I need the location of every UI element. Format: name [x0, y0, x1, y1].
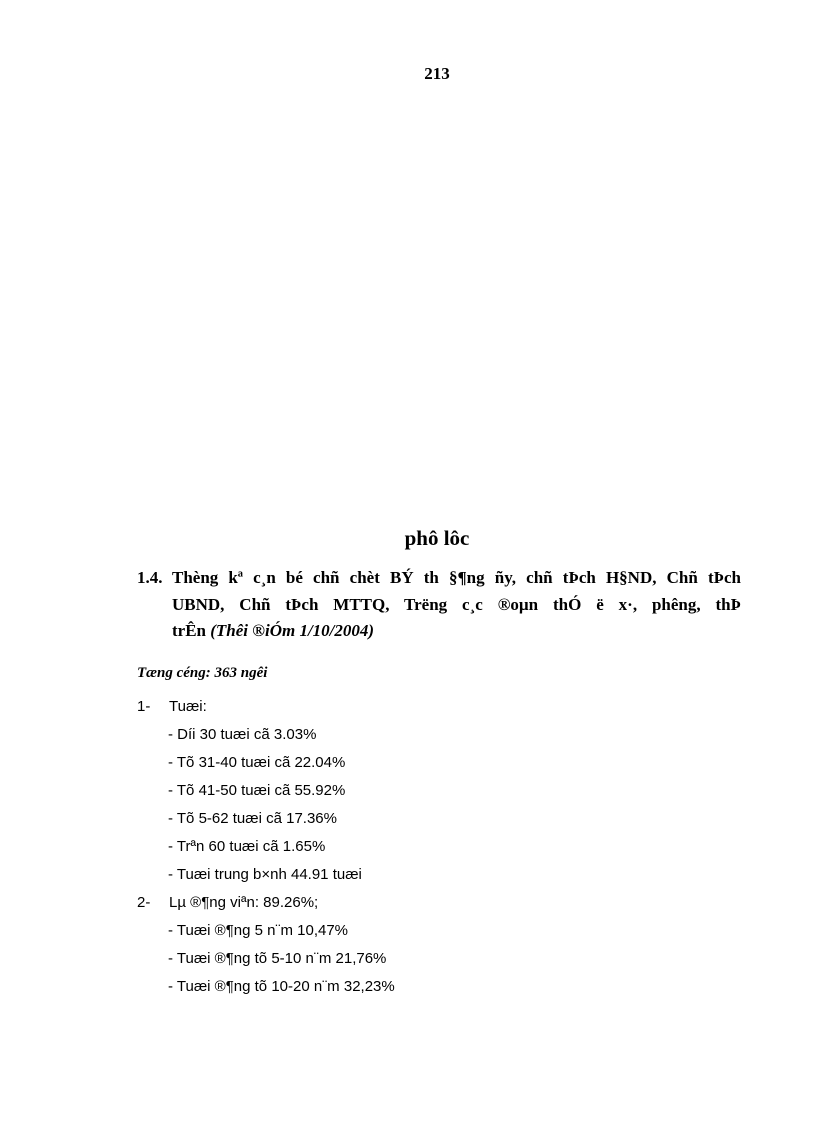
list-item: - Tuæi ®¶ng tõ 5-10 n¨m 21,76%	[168, 950, 387, 967]
heading-number: 1.4.	[137, 568, 163, 587]
group-label-text: Tuæi:	[169, 698, 207, 715]
total-count: Tæng céng: 363 ngêi	[137, 665, 268, 681]
list-item: - Trªn 60 tuæi cã 1.65%	[168, 838, 326, 855]
appendix-heading	[137, 565, 741, 645]
group-age-label	[137, 693, 697, 721]
group-party-label	[137, 889, 697, 917]
list-item: - Tõ 41-50 tuæi cã 55.92%	[168, 782, 346, 799]
group-number: 1-	[137, 698, 151, 715]
section-title: phô lôc	[404, 526, 470, 550]
list-item: - Tuæi ®¶ng 5 n¨m 10,47%	[168, 922, 349, 939]
statistics-list	[137, 693, 697, 1001]
heading-line-2: UBND, Chñ tÞch MTTQ, Trëng c¸c ®oµn thÓ ë x·, phêng, thÞ	[172, 594, 741, 614]
list-item: - Tõ 31-40 tuæi cã 22.04%	[168, 754, 346, 771]
page-number: 213	[424, 64, 450, 83]
list-item: - Tõ 5-62 tuæi cã 17.36%	[168, 810, 337, 827]
list-item: - Tuæi ®¶ng tõ 10-20 n¨m 32,23%	[168, 978, 395, 995]
heading-line-3	[172, 618, 741, 645]
heading-line-1: Thèng kª c¸n bé chñ chèt BÝ th §¶ng ñy, chñ tÞch H§ND, Chñ tÞch	[172, 568, 741, 587]
group-number: 2-	[137, 894, 151, 911]
heading-date: (Thêi ®iÓm 1/10/2004)	[210, 621, 375, 640]
list-item: - Tuæi trung b×nh 44.91 tuæi	[168, 866, 362, 883]
heading-line-3-text: trÊn	[172, 621, 211, 640]
list-item: - Díi 30 tuæi cã 3.03%	[168, 726, 317, 743]
group-label-text: Lµ ®¶ng viªn: 89.26%;	[169, 894, 319, 911]
